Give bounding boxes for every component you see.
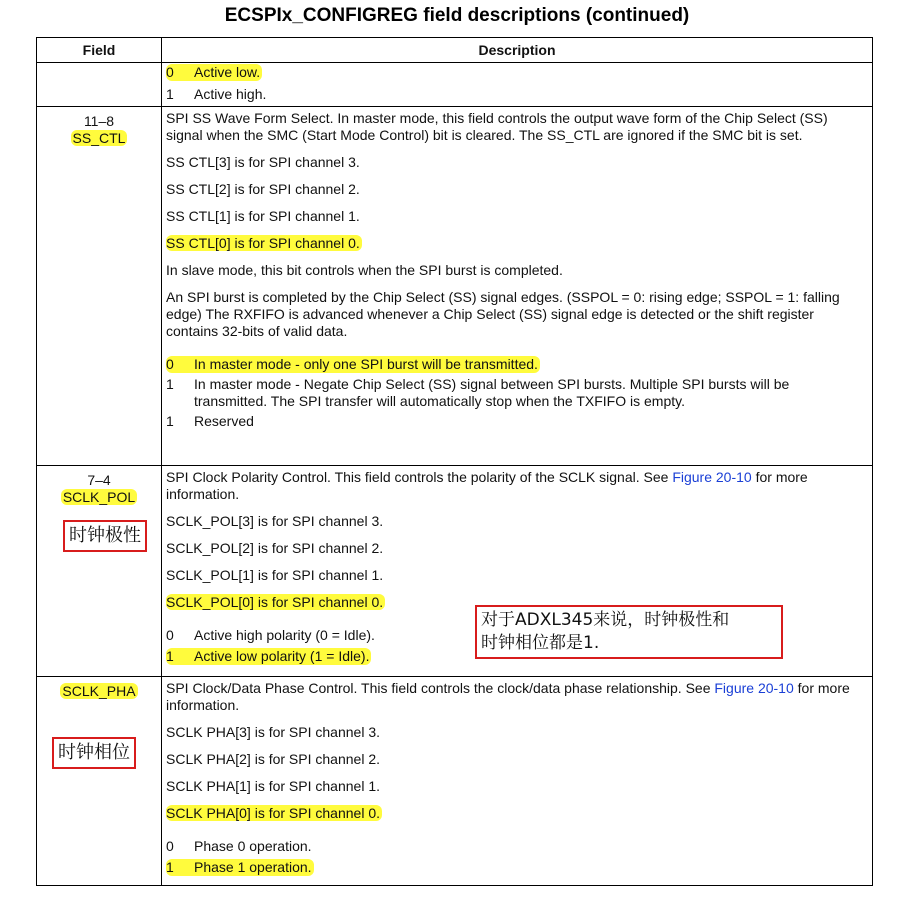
channel-line: SS CTL[3] is for SPI channel 3. xyxy=(166,154,360,170)
value-row xyxy=(166,376,866,410)
value-text: Active low polarity (1 = Idle). xyxy=(194,648,370,664)
table-row-sclk-pha xyxy=(37,677,873,886)
value-row xyxy=(166,413,866,430)
highlight xyxy=(166,64,262,81)
value-text: Active high. xyxy=(194,86,267,102)
annotation-line: 对于ADXL345来说，时钟极性和 xyxy=(481,610,730,630)
annotation-adxl345-note xyxy=(475,605,783,659)
field-cell-sclk-pha xyxy=(37,677,162,886)
field-name: SCLK_PHA xyxy=(62,683,136,699)
figure-link[interactable]: Figure 20-10 xyxy=(714,680,794,696)
channel-line: SS CTL[2] is for SPI channel 2. xyxy=(166,181,360,197)
field-cell-sclk-pol xyxy=(37,466,162,677)
table-header-row xyxy=(37,38,873,63)
description-cell xyxy=(162,107,873,466)
channel-line: SCLK_POL[3] is for SPI channel 3. xyxy=(166,513,384,529)
annotation-clock-polarity: 时钟极性 xyxy=(63,520,147,552)
bit-range: 7–4 xyxy=(87,472,111,488)
channel-line: SCLK_POL[0] is for SPI channel 0. xyxy=(166,594,384,610)
value-text: Phase 1 operation. xyxy=(194,859,312,875)
value-row xyxy=(166,838,866,855)
description-text xyxy=(166,469,866,503)
value-number: 1 xyxy=(166,86,174,102)
table-row-ss-ctl xyxy=(37,107,873,466)
value-number: 0 xyxy=(166,64,174,80)
value-number: 1 xyxy=(166,859,174,875)
field-description-table xyxy=(36,37,873,886)
value-text: Reserved xyxy=(194,413,254,429)
value-number: 1 xyxy=(166,376,174,392)
field-name: SS_CTL xyxy=(72,130,126,146)
description-cell xyxy=(162,677,873,886)
annotation-line: 时钟相位都是1. xyxy=(481,633,600,653)
channel-line: SCLK_POL[1] is for SPI channel 1. xyxy=(166,567,384,583)
description-cell xyxy=(162,63,873,107)
value-row xyxy=(166,859,866,876)
value-number: 1 xyxy=(166,648,174,664)
channel-line: SS CTL[1] is for SPI channel 1. xyxy=(166,208,360,224)
column-header-description: Description xyxy=(162,38,873,63)
value-row xyxy=(166,64,866,81)
field-cell-ss-ctl xyxy=(37,107,162,466)
intro-text: for more information. xyxy=(166,469,808,502)
description-text xyxy=(166,680,866,714)
page-title: ECSPIx_CONFIGREG field descriptions (continued) xyxy=(224,5,690,26)
description-text: An SPI burst is completed by the Chip Select (SS) signal edges. (SSPOL = 0: rising edge; SSPOL = 1: falling edge) The RXFIFO is advanced whenever a Chip Select (SS) signal edge is detected or the shift register contains 32-bits of valid data. xyxy=(166,289,840,339)
value-text: In master mode - Negate Chip Select (SS) signal between SPI bursts. Multiple SPI bursts will be transmitted. The SPI transfer will automatically stop when the TXFIFO is empty. xyxy=(194,376,790,409)
value-number: 1 xyxy=(166,413,174,429)
highlight xyxy=(166,356,540,373)
value-row xyxy=(166,356,866,373)
value-row xyxy=(166,86,866,103)
value-text: In master mode - only one SPI burst will be transmitted. xyxy=(194,356,538,372)
value-text: Active low. xyxy=(194,64,261,80)
field-cell-empty xyxy=(37,63,162,107)
value-number: 0 xyxy=(166,627,174,643)
intro-text: SPI Clock/Data Phase Control. This field controls the clock/data phase relationship. See xyxy=(166,680,715,696)
channel-line: SCLK PHA[2] is for SPI channel 2. xyxy=(166,751,380,767)
channel-line: SCLK PHA[1] is for SPI channel 1. xyxy=(166,778,380,794)
column-header-field: Field xyxy=(37,38,162,63)
channel-line: SS CTL[0] is for SPI channel 0. xyxy=(166,235,360,251)
value-text: Active high polarity (0 = Idle). xyxy=(194,627,375,643)
channel-line: SCLK PHA[3] is for SPI channel 3. xyxy=(166,724,380,740)
channel-line: SCLK_POL[2] is for SPI channel 2. xyxy=(166,540,384,556)
table-row xyxy=(37,63,873,107)
description-text: In slave mode, this bit controls when the SPI burst is completed. xyxy=(166,262,563,278)
figure-link[interactable]: Figure 20-10 xyxy=(672,469,752,485)
intro-text: for more information. xyxy=(166,680,850,713)
highlight xyxy=(166,859,314,876)
value-number: 0 xyxy=(166,838,174,854)
bit-range: 11–8 xyxy=(83,113,115,129)
channel-line: SCLK PHA[0] is for SPI channel 0. xyxy=(166,805,380,821)
intro-text: SPI Clock Polarity Control. This field controls the polarity of the SCLK signal. See xyxy=(166,469,673,485)
value-text: Phase 0 operation. xyxy=(194,838,312,854)
field-name: SCLK_POL xyxy=(62,489,136,505)
description-text: SPI SS Wave Form Select. In master mode, this field controls the output wave form of the Chip Select (SS) signal when the SMC (Start Mode Control) bit is cleared. The SS_CTL are ignored if the SMC bit is set. xyxy=(166,110,828,143)
value-number: 0 xyxy=(166,356,174,372)
annotation-clock-phase: 时钟相位 xyxy=(52,737,136,769)
highlight xyxy=(166,648,371,665)
